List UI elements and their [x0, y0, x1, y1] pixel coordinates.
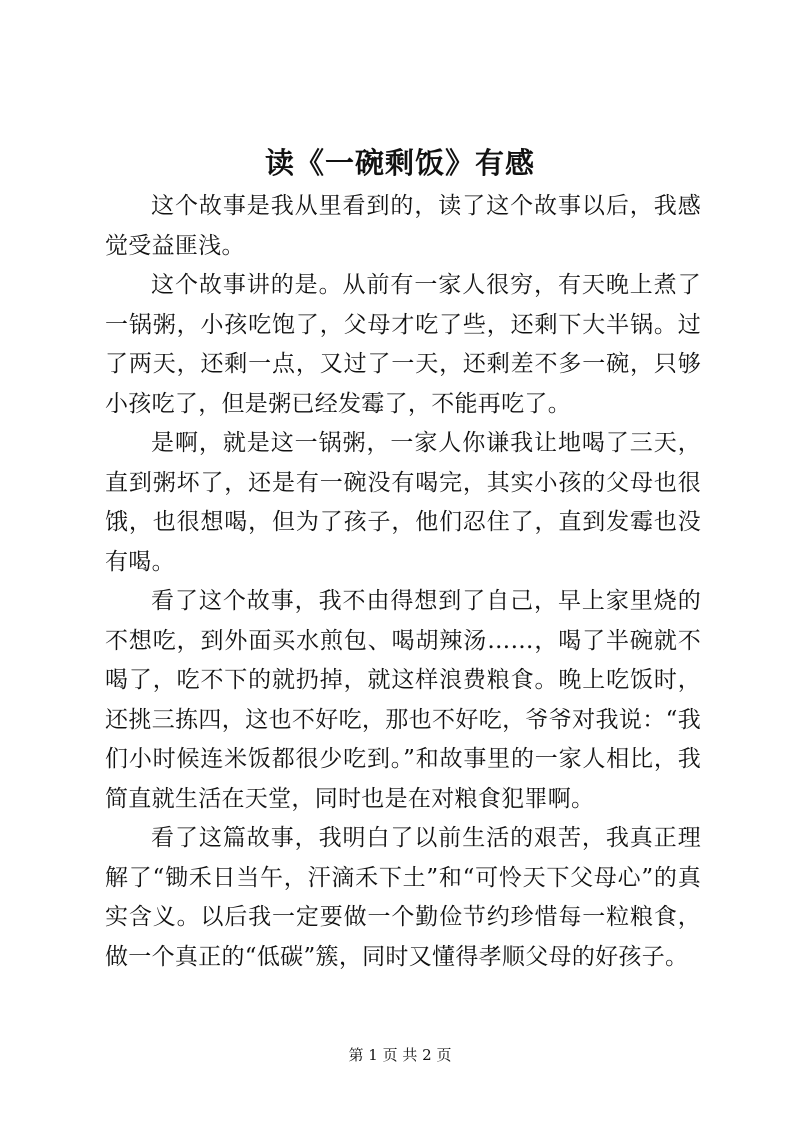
paragraph-3: 是啊，就是这一锅粥，一家人你谦我让地喝了三天，直到粥坏了，还是有一碗没有喝完，其实小孩的父母也很饿，也很想喝，但为了孩子，他们忍住了，直到发霉也没有喝。 — [105, 430, 701, 575]
paragraph-2: 这个故事讲的是。从前有一家人很穷，有天晚上煮了一锅粥，小孩吃饱了，父母才吃了些，还剩下大半锅。过了两天，还剩一点，又过了一天，还剩差不多一碗，只够小孩吃了，但是粥已经发霉了，不能再吃了。 — [105, 272, 701, 417]
document-title: 读《一碗剩饭》有感 — [264, 146, 535, 180]
page-number-footer: 第 1 页 共 2 页 — [348, 1046, 452, 1064]
paragraph-4: 看了这个故事，我不由得想到了自己，早上家里烧的不想吃，到外面买水煎包、喝胡辣汤……，喝了半碗就不喝了，吃不下的就扔掉，就这样浪费粮食。晚上吃饭时，还挑三拣四，这也不好吃，那也不好吃，爷爷对我说：“我们小时候连米饭都很少吃到。”和故事里的一家人相比，我简直就生活在天堂，同时也是在对粮食犯罪啊。 — [105, 588, 701, 812]
paragraph-5: 看了这篇故事，我明白了以前生活的艰苦，我真正理解了“锄禾日当午，汗滴禾下土”和“可怜天下父母心”的真实含义。以后我一定要做一个勤俭节约珍惜每一粒粮食，做一个真正的“低碳”簇，同时又懂得孝顺父母的好孩子。 — [105, 825, 701, 970]
document-body — [105, 187, 701, 977]
paragraph-1: 这个故事是我从里看到的，读了这个故事以后，我感觉受益匪浅。 — [105, 193, 701, 259]
